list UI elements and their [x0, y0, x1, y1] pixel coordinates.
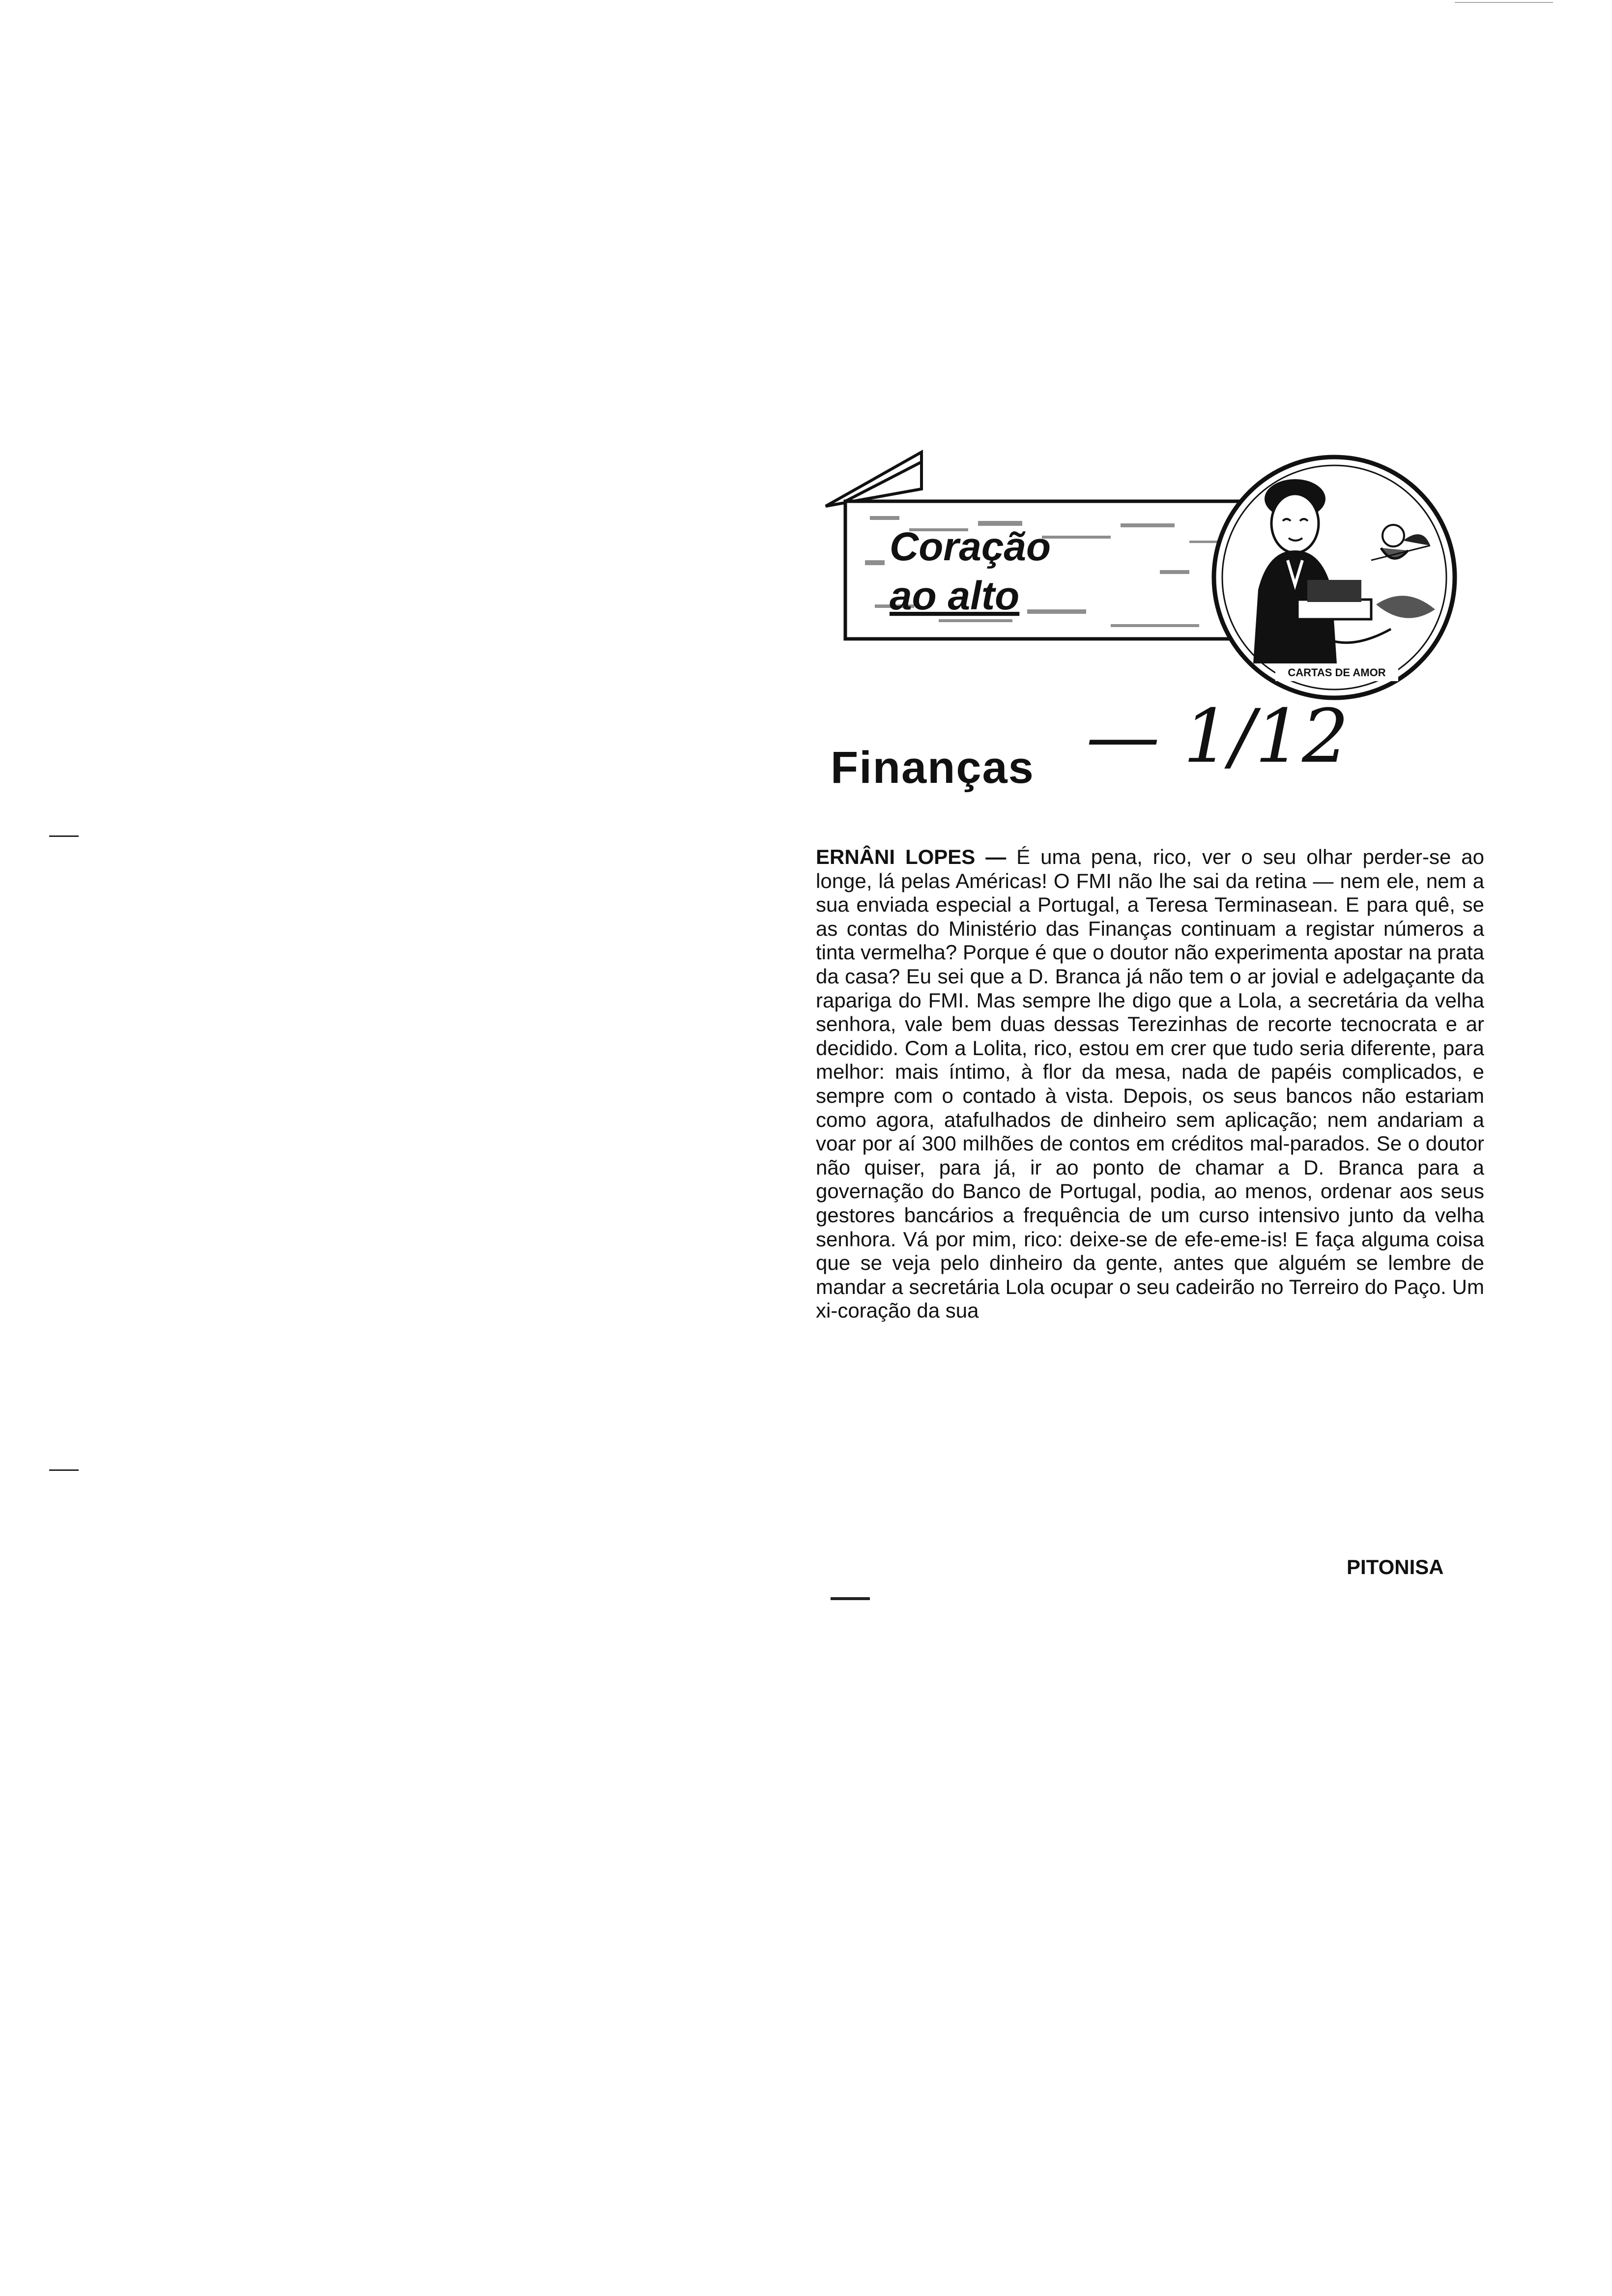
column-title-line2: ao alto: [890, 574, 1020, 618]
scan-mark: [831, 1597, 870, 1600]
scan-mark: [1455, 2, 1553, 3]
article-lead: ERNÂNI LOPES —: [816, 845, 1007, 868]
column-title-line1: Coração: [890, 524, 1051, 569]
svg-text:— 1/12: — 1/12: [1086, 694, 1349, 779]
illustration-medallion: [1214, 457, 1455, 698]
scan-mark: [49, 1469, 79, 1471]
article-body: [816, 845, 1484, 1323]
handwritten-note: [1081, 694, 1349, 806]
article-text: É uma pena, rico, ver o seu olhar perder-se ao longe, lá pelas Américas! O FMI não lhe sai da retina — nem ele, nem a sua enviada especial a Portugal, a Teresa Terminasean. E para quê, se as contas do Ministério das Finanças continuam a registar números a tinta vermelha? Porque é que o doutor não experimenta apostar na prata da casa? Eu sei que a D. Branca já não tem o ar jovial e adelgaçante da rapariga do FMI. Mas sempre lhe digo que a Lola, a secretária da velha senhora, vale bem duas dessas Terezinhas de recorte tecnocrata e ar decidido. Com a Lolita, rico, estou em crer que tudo seria diferente, para melhor: mais íntimo, à flor da mesa, nada de papéis complicados, e sempre com o contado à vista. Depois, os seus bancos não estariam como agora, atafulhados de dinheiro sem aplicação; nem andariam a voar por aí 300 milhões de contos em créditos mal-parados. Se o doutor não quiser, para já, ir ao ponto de chamar a D. Branca para a governação do Banco de Portugal, podia, ao menos, ordenar aos seus gestores bancários a frequência de um curso intensivo junto da velha senhora. Vá por mim, rico: deixe-se de efe-eme-is! E faça alguma coisa que se veja pelo dinheiro da gente, antes que alguém se lembre de mandar a secretária Lola ocupar o seu cadeirão no Terreiro do Paço. Um xi-coração da sua: [816, 845, 1484, 1322]
column-header: [816, 442, 1455, 718]
article-signature: PITONISA: [1347, 1555, 1444, 1578]
illustration-caption: CARTAS DE AMOR: [1288, 666, 1386, 679]
article-headline: Finanças: [831, 743, 1035, 793]
scan-mark: [49, 835, 79, 837]
